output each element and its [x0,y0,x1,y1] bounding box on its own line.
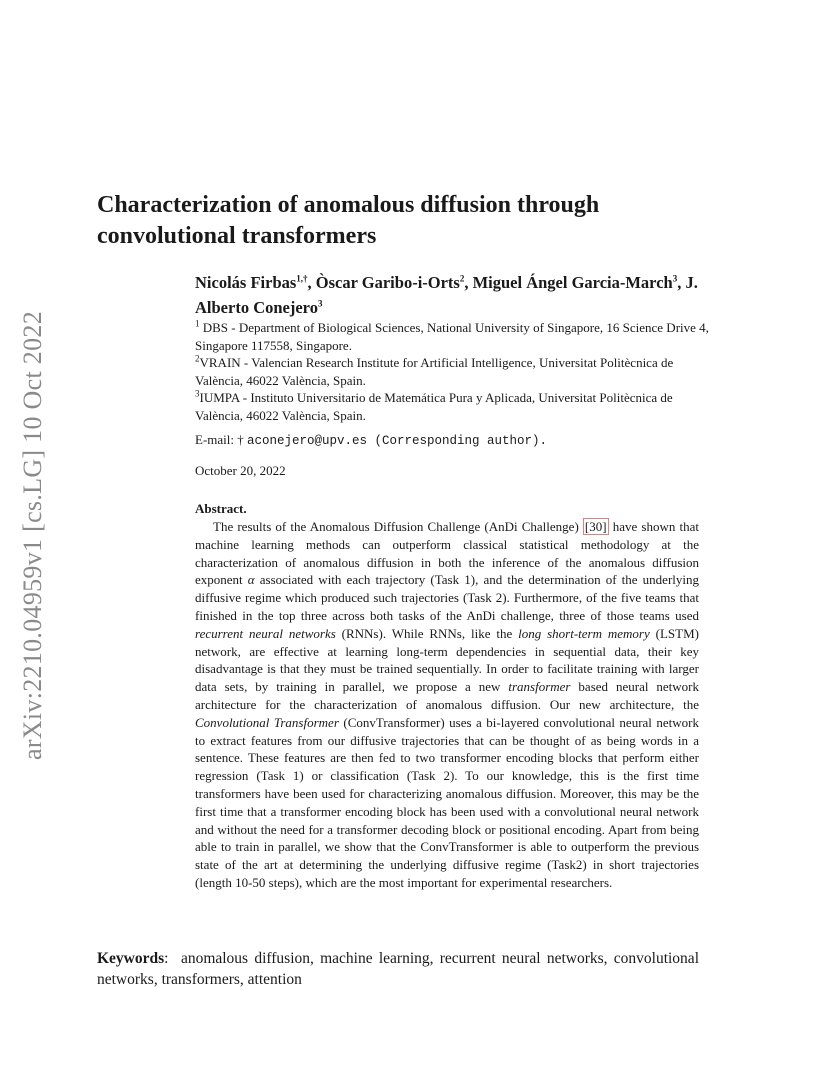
emphasis-term: recurrent neural networks [195,625,336,641]
title-line-2: convolutional transformers [97,223,377,249]
emphasis-term: long short-term memory [518,625,650,641]
email-label: E-mail: [195,432,234,447]
affiliation-text: VRAIN - Valencian Research Institute for Artificial Intelligence, Universitat Politècnica de València, 46022 València, Spain. [195,355,674,388]
paper-date: October 20, 2022 [195,463,286,478]
affiliation [195,354,715,389]
abstract-heading: Abstract. [195,501,247,516]
abstract-text: (ConvTransformer) uses a bi-layered convolutional neural network to extract features from our diffusive trajectories that can be thought of as being words in a sentence. These features are then fed to two transformer encoding blocks that perform either regression (Task 1) or classification (Task 2). To our knowledge, this is the first time transformers have been used for characterizing anomalous diffusion. Moreover, this may be the first time that a transformer encoding block has been used with a convolutional neural network and without the need for a transformer decoding block or positional encoding. Apart from being able to train in parallel, we show that the ConvTransformer is able to outperform the previous state of the art at determining the underlying diffusive regime (Task2) in short trajectories (length 10-50 steps), which are the most important for experimental researchers. [195,714,699,890]
abstract-body [195,518,699,892]
affiliation [195,319,715,354]
abstract-text: associated with each trajectory (Task 1), and the determination of the underlying diffusive regime which produced such trajectories (Task 2). Furthermore, of the five teams that finished in the top three across both tasks of the AnDi challenge, three of those teams used [195,572,699,623]
affiliation [195,389,715,424]
affiliation-text: DBS - Department of Biological Sciences, National University of Singapore, 16 Science Drive 4, Singapore 117558, Singapore. [195,320,709,353]
author-affiliation-mark: 3 [672,273,678,284]
arxiv-identifier: arXiv:2210.04959v1 [cs.LG] 10 Oct 2022 [18,311,47,760]
author-affiliation-mark: 3 [317,298,323,309]
affiliation-mark: 3 [195,388,200,399]
emphasis-term: Convolutional Transformer [195,714,339,730]
keywords-label: Keywords [97,950,165,967]
citation-link[interactable]: [30] [584,519,607,534]
affiliation-mark: 2 [195,353,200,364]
abstract-text: (RNNs). While RNNs, like the [335,625,519,641]
author-name: Òscar Garibo-i-Orts [315,273,460,292]
author-affiliation-mark: 2 [459,273,465,284]
author-name: J. Alberto Conejero [195,273,698,317]
author-affiliation-mark: 1,† [296,273,308,284]
author-name: Nicolás Firbas [195,273,297,292]
abstract-text: have shown that machine learning methods can outperform classical statistical methodology at the characterization of anomalous diffusion in both the inference of the anomalous diffusion exponent [195,519,700,588]
email-address[interactable]: aconejero@upv.es (Corresponding author). [247,434,548,448]
author-name: Miguel Ángel Garcia-March [472,273,673,292]
title-line-1: Characterization of anomalous diffusion through [97,192,600,218]
keywords: Keywords: anomalous diffusion, machine learning, recurrent neural networks, convolutional networks, transformers, attention [97,950,699,988]
alpha-symbol: α [247,572,255,588]
affiliation-text: IUMPA - Instituto Universitario de Matemática Pura y Aplicada, Universitat Politècnica de València, 46022 València, Spain. [195,390,673,423]
abstract-text: The results of the Anomalous Diffusion Challenge (AnDi Challenge) [213,519,583,534]
emphasis-term: transformer [508,679,571,695]
contact-email [195,432,547,448]
abstract-text: based neural network architecture for the characterization of anomalous diffusion. Our new architecture, the [195,679,699,712]
corresponding-mark: † [237,432,244,447]
paper-title [97,190,737,252]
keywords-list: anomalous diffusion, machine learning, recurrent neural networks, convolutional networks, transformers, attention [97,950,699,988]
author-list: Nicolás Firbas$^{1,\dagger}$, Òscar Garibo-i-Orts$^2$, Miguel Ángel Garcia-March$^3$, J. Alberto Conejero$^3$ [195,273,698,317]
affiliation-mark: 1 [195,318,200,329]
abstract-text: (LSTM) network, are effective at learning long-term dependencies in sequential data, their key disadvantage is that they must be trained sequentially. In order to facilitate training with larger data sets, by training in parallel, we propose a new [195,625,699,695]
